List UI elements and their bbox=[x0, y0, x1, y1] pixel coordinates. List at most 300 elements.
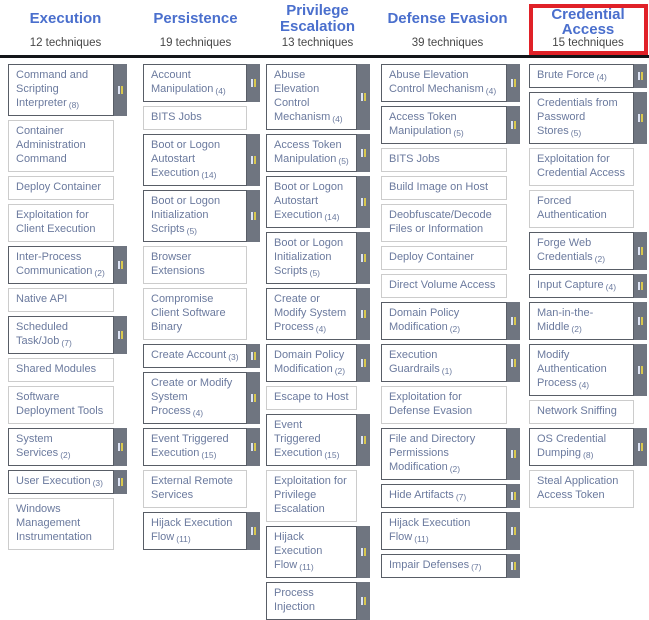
expand-icon-bar-left bbox=[361, 149, 363, 157]
technique-cell[interactable] bbox=[529, 428, 634, 466]
subtechnique-expand-icon bbox=[118, 86, 123, 94]
technique-cell[interactable] bbox=[381, 484, 507, 508]
technique-label: Direct Volume Access bbox=[389, 279, 496, 291]
technique-cell[interactable] bbox=[529, 274, 634, 298]
subtechnique-expand-bar[interactable] bbox=[507, 512, 520, 550]
technique-cell[interactable] bbox=[8, 204, 114, 242]
expand-icon-bar-right bbox=[364, 548, 366, 556]
subtechnique-count: (4) bbox=[215, 86, 226, 96]
expand-icon-bar-right bbox=[254, 352, 256, 360]
subtechnique-count: (14) bbox=[324, 212, 340, 222]
expand-icon-bar-left bbox=[251, 527, 253, 535]
technique-label: Execution Guardrails bbox=[389, 349, 440, 375]
subtechnique-expand-bar[interactable] bbox=[507, 484, 520, 508]
technique-row bbox=[143, 344, 260, 368]
technique-label: Boot or Logon Initialization Scripts bbox=[151, 195, 221, 235]
expand-icon-bar-left bbox=[511, 317, 513, 325]
subtechnique-expand-bar[interactable] bbox=[114, 316, 127, 354]
technique-cell[interactable] bbox=[143, 246, 247, 284]
technique-label: Create Account bbox=[151, 349, 227, 361]
technique-row bbox=[143, 134, 260, 186]
technique-cell[interactable] bbox=[8, 316, 114, 354]
technique-label: Browser Extensions bbox=[151, 251, 205, 277]
subtechnique-expand-bar[interactable] bbox=[357, 414, 370, 466]
expand-icon-bar-right bbox=[641, 72, 643, 80]
technique-row bbox=[529, 428, 649, 466]
tactic-count: 13 techniques bbox=[281, 37, 354, 49]
subtechnique-expand-bar[interactable] bbox=[634, 274, 647, 298]
technique-cell[interactable] bbox=[529, 64, 634, 88]
subtechnique-count: (7) bbox=[471, 562, 482, 572]
expand-icon-bar-right bbox=[514, 317, 516, 325]
technique-label: Exploitation for Privilege Escalation bbox=[274, 475, 347, 515]
technique-row bbox=[529, 92, 649, 144]
subtechnique-expand-bar[interactable] bbox=[247, 190, 260, 242]
subtechnique-expand-bar[interactable] bbox=[247, 344, 260, 368]
subtechnique-expand-icon bbox=[251, 156, 256, 164]
technique-cell[interactable] bbox=[266, 64, 357, 130]
technique-cell[interactable] bbox=[143, 134, 247, 186]
technique-cell[interactable] bbox=[8, 176, 114, 200]
subtechnique-count: (2) bbox=[571, 324, 582, 334]
technique-row bbox=[8, 316, 131, 354]
technique-cell[interactable] bbox=[529, 92, 634, 144]
technique-row bbox=[529, 344, 649, 396]
technique-label: Compromise Client Software Binary bbox=[151, 293, 226, 333]
subtechnique-expand-bar[interactable] bbox=[357, 134, 370, 172]
tactic-title[interactable]: Execution bbox=[29, 9, 102, 27]
expand-icon-bar-left bbox=[638, 247, 640, 255]
technique-cell[interactable] bbox=[381, 554, 507, 578]
subtechnique-expand-bar[interactable] bbox=[634, 64, 647, 88]
technique-cell[interactable] bbox=[8, 470, 114, 494]
technique-cell[interactable] bbox=[381, 428, 507, 480]
technique-cell[interactable] bbox=[529, 232, 634, 270]
subtechnique-expand-icon bbox=[251, 394, 256, 402]
technique-cell[interactable] bbox=[529, 470, 634, 508]
subtechnique-count: (4) bbox=[605, 282, 617, 292]
technique-row bbox=[143, 428, 260, 466]
subtechnique-count: (14) bbox=[201, 170, 217, 180]
subtechnique-count: (2) bbox=[60, 450, 71, 460]
expand-icon-bar-right bbox=[514, 121, 516, 129]
technique-label: Software Deployment Tools bbox=[16, 391, 104, 417]
tactic-title[interactable]: Privilege Escalation bbox=[279, 1, 356, 35]
subtechnique-expand-icon bbox=[251, 527, 256, 535]
tactic-title[interactable]: Defense Evasion bbox=[387, 9, 508, 27]
subtechnique-expand-icon bbox=[638, 72, 643, 80]
subtechnique-expand-bar[interactable] bbox=[634, 92, 647, 144]
expand-icon-bar-left bbox=[638, 443, 640, 451]
expand-icon-bar-left bbox=[118, 478, 120, 486]
technique-label: Credentials from Password Stores bbox=[537, 97, 618, 137]
expand-icon-bar-left bbox=[638, 282, 640, 290]
expand-icon-bar-left bbox=[361, 254, 363, 262]
technique-label: Boot or Logon Autostart Execution bbox=[274, 181, 344, 221]
technique-row bbox=[8, 246, 131, 284]
technique-label: Brute Force bbox=[537, 69, 595, 81]
expand-icon-bar-right bbox=[364, 359, 366, 367]
technique-cell[interactable] bbox=[8, 120, 114, 172]
technique-row bbox=[266, 176, 375, 228]
technique-label: System Services bbox=[16, 433, 59, 459]
subtechnique-expand-bar[interactable] bbox=[634, 302, 647, 340]
subtechnique-expand-icon bbox=[361, 597, 366, 605]
tactic-header-defense-evasion bbox=[375, 0, 520, 55]
expand-icon-bar-left bbox=[118, 86, 120, 94]
tactic-count: 12 techniques bbox=[29, 37, 102, 49]
technique-row bbox=[143, 190, 260, 242]
expand-icon-bar-right bbox=[254, 79, 256, 87]
technique-label: Forced Authentication bbox=[537, 195, 607, 221]
subtechnique-count: (7) bbox=[455, 492, 467, 502]
expand-icon-bar-left bbox=[118, 443, 120, 451]
expand-icon-bar-left bbox=[251, 443, 253, 451]
expand-icon-bar-right bbox=[641, 443, 643, 451]
technique-label: Account Manipulation bbox=[151, 69, 214, 95]
technique-cell[interactable] bbox=[143, 372, 247, 424]
subtechnique-expand-icon bbox=[638, 114, 643, 122]
technique-cell[interactable] bbox=[266, 344, 357, 382]
subtechnique-expand-icon bbox=[511, 79, 516, 87]
technique-row bbox=[266, 414, 375, 466]
subtechnique-expand-bar[interactable] bbox=[357, 64, 370, 130]
technique-cell[interactable] bbox=[143, 190, 247, 242]
subtechnique-expand-icon bbox=[361, 548, 366, 556]
technique-cell[interactable] bbox=[143, 512, 247, 550]
subtechnique-expand-icon bbox=[511, 317, 516, 325]
expand-icon-bar-right bbox=[364, 310, 366, 318]
subtechnique-expand-bar[interactable] bbox=[507, 344, 520, 382]
expand-icon-bar-right bbox=[641, 282, 643, 290]
expand-icon-bar-right bbox=[514, 79, 516, 87]
tactic-count: 15 techniques bbox=[552, 37, 624, 49]
technique-label: Build Image on Host bbox=[389, 181, 489, 193]
expand-icon-bar-right bbox=[364, 597, 366, 605]
technique-label: Hide Artifacts bbox=[389, 489, 454, 501]
subtechnique-expand-icon bbox=[638, 247, 643, 255]
technique-label: Native API bbox=[16, 293, 68, 305]
subtechnique-count: (4) bbox=[485, 86, 497, 96]
subtechnique-expand-icon bbox=[251, 79, 256, 87]
technique-label: Create or Modify System Process bbox=[274, 293, 347, 333]
technique-label: Deploy Container bbox=[16, 181, 101, 193]
technique-label: Boot or Logon Autostart Execution bbox=[151, 139, 221, 179]
technique-label: Input Capture bbox=[537, 279, 604, 291]
technique-label: Domain Policy Modification bbox=[274, 349, 345, 375]
subtechnique-expand-bar[interactable] bbox=[507, 554, 520, 578]
technique-cell[interactable] bbox=[381, 148, 507, 172]
technique-cell[interactable] bbox=[381, 246, 507, 270]
technique-label: Access Token Manipulation bbox=[389, 111, 457, 137]
technique-row bbox=[529, 64, 649, 88]
subtechnique-count: (15) bbox=[201, 450, 217, 460]
technique-label: Process Injection bbox=[274, 587, 315, 613]
subtechnique-expand-bar[interactable] bbox=[357, 344, 370, 382]
technique-cell[interactable] bbox=[8, 288, 114, 312]
subtechnique-expand-bar[interactable] bbox=[247, 64, 260, 102]
technique-cell[interactable] bbox=[143, 288, 247, 340]
technique-label: Network Sniffing bbox=[537, 405, 617, 417]
technique-row bbox=[381, 64, 520, 102]
technique-cell[interactable] bbox=[8, 498, 114, 550]
technique-cell[interactable] bbox=[381, 302, 507, 340]
technique-row bbox=[8, 64, 131, 116]
technique-label: Abuse Elevation Control Mechanism bbox=[274, 69, 331, 123]
technique-row bbox=[529, 232, 649, 270]
technique-label: Exploitation for Defense Evasion bbox=[389, 391, 473, 417]
subtechnique-expand-icon bbox=[361, 93, 366, 101]
expand-icon-bar-right bbox=[514, 492, 516, 500]
subtechnique-count: (5) bbox=[309, 268, 321, 278]
technique-cell[interactable] bbox=[266, 288, 357, 340]
technique-cell[interactable] bbox=[266, 526, 357, 578]
technique-cell[interactable] bbox=[381, 204, 507, 242]
matrix-body bbox=[0, 58, 649, 620]
expand-icon-bar-left bbox=[638, 114, 640, 122]
tactic-header-execution bbox=[0, 0, 131, 55]
tactic-title[interactable]: Credential Access bbox=[551, 6, 625, 38]
subtechnique-expand-icon bbox=[638, 282, 643, 290]
expand-icon-bar-right bbox=[514, 562, 516, 570]
technique-label: Shared Modules bbox=[16, 363, 97, 375]
technique-cell[interactable] bbox=[8, 358, 114, 382]
expand-icon-bar-right bbox=[364, 149, 366, 157]
technique-cell[interactable] bbox=[143, 428, 247, 466]
subtechnique-count: (4) bbox=[332, 114, 343, 124]
subtechnique-expand-icon bbox=[251, 443, 256, 451]
technique-cell[interactable] bbox=[529, 400, 634, 424]
subtechnique-expand-bar[interactable] bbox=[634, 428, 647, 466]
technique-label: Create or Modify System Process bbox=[151, 377, 233, 417]
technique-row bbox=[381, 484, 520, 508]
expand-icon-bar-left bbox=[118, 261, 120, 269]
subtechnique-expand-icon bbox=[511, 121, 516, 129]
technique-label: Command and Scripting Interpreter bbox=[16, 69, 89, 109]
subtechnique-expand-bar[interactable] bbox=[507, 106, 520, 144]
subtechnique-expand-bar[interactable] bbox=[114, 470, 127, 494]
expand-icon-bar-right bbox=[254, 394, 256, 402]
technique-label: Event Triggered Execution bbox=[274, 419, 323, 459]
technique-cell[interactable] bbox=[529, 148, 634, 186]
subtechnique-expand-bar[interactable] bbox=[634, 232, 647, 270]
subtechnique-count: (4) bbox=[192, 408, 204, 418]
subtechnique-count: (5) bbox=[186, 226, 198, 236]
subtechnique-count: (1) bbox=[441, 366, 453, 376]
technique-cell[interactable] bbox=[143, 106, 247, 130]
subtechnique-expand-bar[interactable] bbox=[357, 288, 370, 340]
tactic-count: 39 techniques bbox=[411, 37, 484, 49]
expand-icon-bar-right bbox=[121, 443, 123, 451]
technique-row bbox=[266, 582, 375, 620]
technique-row bbox=[8, 470, 131, 494]
subtechnique-expand-bar[interactable] bbox=[114, 64, 127, 116]
technique-row bbox=[381, 106, 520, 144]
technique-label: External Remote Services bbox=[151, 475, 233, 501]
subtechnique-expand-bar[interactable] bbox=[114, 428, 127, 466]
subtechnique-expand-icon bbox=[511, 492, 516, 500]
subtechnique-expand-bar[interactable] bbox=[247, 372, 260, 424]
expand-icon-bar-right bbox=[641, 317, 643, 325]
tactic-header-persistence bbox=[131, 0, 260, 55]
expand-icon-bar-left bbox=[511, 562, 513, 570]
expand-icon-bar-left bbox=[638, 72, 640, 80]
tactic-column-persistence bbox=[131, 58, 260, 620]
technique-label: Deobfuscate/Decode Files or Information bbox=[389, 209, 492, 235]
subtechnique-expand-bar[interactable] bbox=[357, 526, 370, 578]
technique-cell[interactable] bbox=[8, 386, 114, 424]
technique-cell[interactable] bbox=[266, 134, 357, 172]
technique-label: Container Administration Command bbox=[16, 125, 86, 165]
technique-cell[interactable] bbox=[381, 512, 507, 550]
subtechnique-expand-icon bbox=[251, 212, 256, 220]
expand-icon-bar-left bbox=[511, 79, 513, 87]
technique-cell[interactable] bbox=[266, 470, 357, 522]
subtechnique-expand-icon bbox=[638, 366, 643, 374]
technique-cell[interactable] bbox=[8, 246, 114, 284]
expand-icon-bar-right bbox=[514, 359, 516, 367]
expand-icon-bar-left bbox=[361, 597, 363, 605]
technique-row bbox=[266, 526, 375, 578]
subtechnique-expand-icon bbox=[361, 198, 366, 206]
expand-icon-bar-left bbox=[118, 331, 120, 339]
technique-row bbox=[266, 232, 375, 284]
technique-cell[interactable] bbox=[8, 64, 114, 116]
subtechnique-count: (11) bbox=[299, 562, 314, 572]
technique-cell[interactable] bbox=[529, 302, 634, 340]
technique-row bbox=[529, 302, 649, 340]
subtechnique-count: (7) bbox=[61, 338, 72, 348]
technique-label: Domain Policy Modification bbox=[389, 307, 460, 333]
subtechnique-expand-icon bbox=[361, 436, 366, 444]
technique-row bbox=[266, 134, 375, 172]
subtechnique-expand-bar[interactable] bbox=[357, 176, 370, 228]
technique-row bbox=[381, 302, 520, 340]
subtechnique-count: (5) bbox=[338, 156, 349, 166]
subtechnique-expand-icon bbox=[118, 443, 123, 451]
technique-row bbox=[529, 274, 649, 298]
subtechnique-count: (8) bbox=[68, 100, 80, 110]
technique-cell[interactable] bbox=[266, 414, 357, 466]
technique-cell[interactable] bbox=[381, 344, 507, 382]
expand-icon-bar-right bbox=[514, 450, 516, 458]
technique-label: Modify Authentication Process bbox=[537, 349, 607, 389]
subtechnique-expand-icon bbox=[361, 149, 366, 157]
technique-label: BITS Jobs bbox=[151, 111, 202, 123]
tactic-header-credential-access bbox=[520, 0, 649, 55]
expand-icon-bar-right bbox=[641, 366, 643, 374]
technique-row bbox=[381, 512, 520, 550]
subtechnique-count: (2) bbox=[594, 254, 606, 264]
expand-icon-bar-left bbox=[251, 352, 253, 360]
expand-icon-bar-left bbox=[251, 212, 253, 220]
subtechnique-expand-icon bbox=[118, 478, 123, 486]
expand-icon-bar-right bbox=[121, 478, 123, 486]
technique-label: Inter-Process Communication bbox=[16, 251, 93, 277]
technique-cell[interactable] bbox=[266, 582, 357, 620]
subtechnique-expand-icon bbox=[511, 450, 516, 458]
technique-label: Abuse Elevation Control Mechanism bbox=[389, 69, 484, 95]
subtechnique-expand-bar[interactable] bbox=[114, 246, 127, 284]
technique-cell[interactable] bbox=[143, 64, 247, 102]
technique-cell[interactable] bbox=[529, 344, 634, 396]
technique-cell[interactable] bbox=[381, 64, 507, 102]
subtechnique-expand-icon bbox=[638, 317, 643, 325]
technique-cell[interactable] bbox=[381, 176, 507, 200]
subtechnique-count: (3) bbox=[92, 478, 103, 488]
expand-icon-bar-left bbox=[251, 79, 253, 87]
expand-icon-bar-left bbox=[511, 359, 513, 367]
subtechnique-expand-icon bbox=[361, 254, 366, 262]
technique-cell[interactable] bbox=[381, 386, 507, 424]
technique-cell[interactable] bbox=[529, 190, 634, 228]
technique-cell[interactable] bbox=[381, 106, 507, 144]
technique-label: Access Token Manipulation bbox=[274, 139, 342, 165]
subtechnique-expand-icon bbox=[251, 352, 256, 360]
subtechnique-count: (3) bbox=[228, 352, 239, 362]
expand-icon-bar-left bbox=[361, 359, 363, 367]
subtechnique-expand-bar[interactable] bbox=[357, 582, 370, 620]
technique-label: Hijack Execution Flow bbox=[151, 517, 233, 543]
subtechnique-expand-bar[interactable] bbox=[507, 64, 520, 102]
subtechnique-expand-bar[interactable] bbox=[507, 302, 520, 340]
technique-cell[interactable] bbox=[266, 176, 357, 228]
subtechnique-expand-bar[interactable] bbox=[507, 428, 520, 480]
expand-icon-bar-left bbox=[638, 366, 640, 374]
technique-cell[interactable] bbox=[143, 344, 247, 368]
technique-row bbox=[266, 344, 375, 382]
technique-cell[interactable] bbox=[266, 232, 357, 284]
expand-icon-bar-left bbox=[361, 548, 363, 556]
technique-cell[interactable] bbox=[8, 428, 114, 466]
technique-cell[interactable] bbox=[143, 470, 247, 508]
expand-icon-bar-left bbox=[638, 317, 640, 325]
expand-icon-bar-right bbox=[364, 198, 366, 206]
expand-icon-bar-left bbox=[361, 436, 363, 444]
technique-label: Exploitation for Credential Access bbox=[537, 153, 626, 179]
technique-row bbox=[381, 428, 520, 480]
technique-cell[interactable] bbox=[266, 386, 357, 410]
technique-label: Event Triggered Execution bbox=[151, 433, 229, 459]
subtechnique-expand-icon bbox=[511, 562, 516, 570]
technique-row bbox=[381, 554, 520, 578]
subtechnique-expand-icon bbox=[511, 359, 516, 367]
expand-icon-bar-left bbox=[251, 156, 253, 164]
header-row bbox=[0, 0, 649, 55]
subtechnique-expand-bar[interactable] bbox=[247, 428, 260, 466]
subtechnique-expand-icon bbox=[118, 331, 123, 339]
technique-label: Escape to Host bbox=[274, 391, 349, 403]
subtechnique-expand-bar[interactable] bbox=[357, 232, 370, 284]
tactic-column-credential-access bbox=[520, 58, 649, 620]
technique-label: Hijack Execution Flow bbox=[389, 517, 471, 543]
subtechnique-expand-bar[interactable] bbox=[634, 344, 647, 396]
subtechnique-count: (15) bbox=[324, 450, 340, 460]
technique-row bbox=[143, 372, 260, 424]
technique-label: File and Directory Permissions Modification bbox=[389, 433, 476, 473]
tactic-title[interactable]: Persistence bbox=[153, 9, 238, 27]
tactic-column-defense-evasion bbox=[375, 58, 520, 620]
subtechnique-count: (4) bbox=[596, 72, 607, 82]
technique-cell[interactable] bbox=[381, 274, 507, 298]
expand-icon-bar-right bbox=[254, 527, 256, 535]
subtechnique-expand-icon bbox=[511, 527, 516, 535]
subtechnique-expand-icon bbox=[361, 359, 366, 367]
tactic-column-privilege-escalation bbox=[260, 58, 375, 620]
subtechnique-expand-bar[interactable] bbox=[247, 512, 260, 550]
subtechnique-count: (11) bbox=[176, 534, 191, 544]
subtechnique-expand-bar[interactable] bbox=[247, 134, 260, 186]
